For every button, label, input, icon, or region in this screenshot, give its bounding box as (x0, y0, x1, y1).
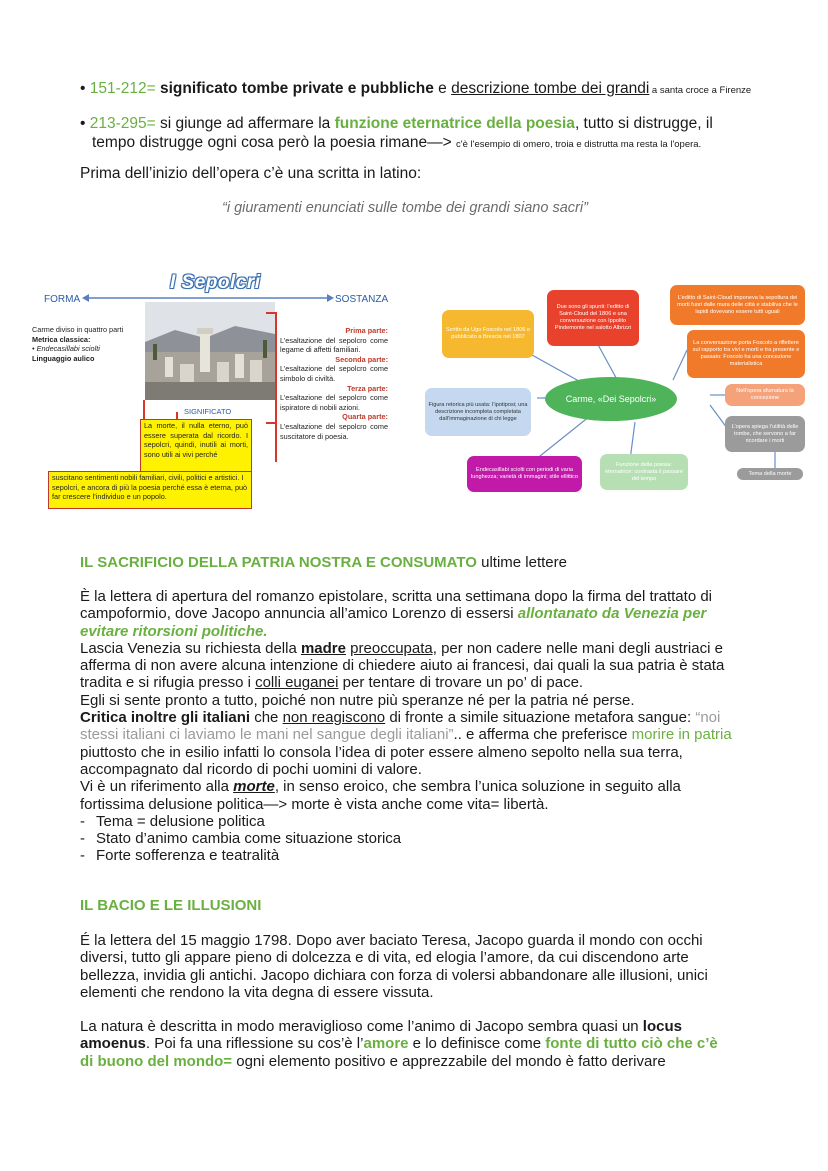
part-title: Prima parte: (345, 326, 388, 335)
line: fortissima delusione politica—> morte è vista anche come vita= libertà. (80, 795, 549, 813)
underlined-bold-text: madre (300, 639, 346, 657)
line-text: Lascia Venezia su richiesta della (80, 639, 301, 657)
line-text: La natura è descritta in modo meraviglioso come l’animo di Jacopo sembra quasi un (80, 1018, 643, 1036)
list-item: Forte sofferenza e teatralità (96, 847, 280, 865)
range-label: 213-295= (89, 115, 156, 132)
heading-suffix: ultime lettere (476, 554, 567, 571)
underlined-bold-italic-text: morte (233, 778, 275, 796)
node-yellow: Scritto da Ugo Foscolo nel 1806 e pubblicato a Brescia nel 1807 (442, 310, 534, 358)
node-blue: Figura retorica più usata: l’ipotiposi; una descrizione incompleta completata dall’immaginazione di chi legge (425, 388, 531, 436)
line-text: , in senso eroico, che sembra l’unica soluzione in seguito alla (274, 778, 681, 796)
line-text: . Poi fa una riflessione su cos’è l’ (145, 1035, 364, 1053)
green-bold-text: funzione eternatrice della poesia (334, 115, 575, 132)
heading-text: IL SACRIFICIO DELLA PATRIA NOSTRA E CONSUMATO (80, 554, 477, 571)
node-grey-2: Tema della morte (737, 468, 803, 480)
green-italic-text: evitare ritorsioni politiche. (80, 622, 268, 640)
detail-line: Metrica classica: (32, 334, 91, 344)
line: piuttosto che in esilio infatti lo consola l’idea di poter essere almeno sepolto nella sua terra, (80, 743, 683, 761)
node-orange-1: L’editto di Saint-Cloud imponeva la sepoltura dei morti fuori dalle mura delle città e stabiliva che le lapidi dovevano essere tutti uguali (670, 285, 805, 325)
part-title: Terza parte: (347, 383, 388, 393)
green-italic-text: allontanato da Venezia per (517, 605, 707, 623)
line: É la lettera del 15 maggio 1798. Dopo aver baciato Teresa, Jacopo guarda il mondo con occhi (80, 932, 703, 949)
cemetery-image (145, 302, 275, 400)
yellow-box-2: suscitano sentimenti nobili familiari, civili, politici e artistici. I sepolcri, e ancora di più la poesia perché essa è eterna, può far crescere l’individuo e un popolo. (48, 471, 252, 509)
yellow-box-1: La morte, il nulla eterno, può essere superata dal ricordo. I sepolcri, quindi, inutili ai morti, sono utili ai vivi perché (140, 419, 252, 473)
bullet-2 (80, 114, 800, 154)
parts-list (280, 326, 388, 441)
section-1-body (80, 588, 800, 865)
line: elementi che rendono la vita degna di essere vissuta. (80, 983, 434, 1001)
node-lightgreen: Funzione della poesia: eternatrice: contrasta il passare del tempo (600, 454, 688, 490)
line: accompagnato dal ricordo di pochi uomini di valore. (80, 760, 422, 778)
green-bold-text: di buono del mondo= (80, 1052, 233, 1070)
node-red: Due sono gli spunti: l’editto di Saint-Cloud del 1806 e una conversazione con Ippolito Pindemonte nel salotto Albrizzi (547, 290, 639, 346)
line-text: .. e afferma che preferisce (453, 726, 632, 744)
text: si giunge ad affermare la (155, 115, 335, 132)
diagram-title: I Sepolcri (170, 272, 261, 293)
grey-quote: stessi italiani ci laviamo le mani nel sangue degli italiani” (80, 726, 454, 744)
line-text: tradita e si rifugia presso i (80, 674, 256, 692)
part-text: L’esaltazione del sepolcro come simbolo di civiltà. (280, 364, 388, 383)
green-bold-text: fonte di tutto ciò che c’è (545, 1035, 718, 1053)
line-text: di fronte a simile situazione metafora sangue: (385, 709, 696, 727)
detail-line: • Endecasillabi sciolti (32, 344, 100, 354)
underlined-text: colli euganei (255, 674, 339, 692)
green-bold-text: amore (363, 1035, 409, 1053)
bullet-dot: • (80, 80, 90, 97)
range-label: 151-212= (89, 80, 156, 97)
detail-line: Carme diviso in quattro parti (32, 325, 124, 334)
line-text: campoformio, dove Jacopo annuncia all’amico Lorenzo di essersi (80, 605, 518, 623)
part-text: L’esaltazione del sepolcro come legame di affetti familiari. (280, 335, 388, 355)
text: e (433, 80, 452, 97)
part-title: Quarta parte: (342, 412, 388, 422)
node-grey-1: L’opera spiega l’utilità delle tombe, che servono a far ricordare i morti (725, 416, 805, 452)
grey-quote: “noi (695, 709, 721, 727)
line: afferma di non avere alcuna intenzione di chiedere aiuto ai francesi, dai quali la sua patria è stata (80, 657, 725, 675)
section-2-body (80, 932, 800, 1070)
part-text: L’esaltazione del sepolcro come ispiratore di nobili azioni. (280, 393, 388, 412)
sostanza-label: SOSTANZA (335, 294, 389, 305)
line-text: per tentare di trovare un po’ di pace. (338, 674, 584, 692)
significato-label: SIGNIFICATO (184, 407, 232, 416)
line-text: e lo definisce come (408, 1035, 546, 1053)
list-item: Tema = delusione politica (96, 812, 265, 830)
node-orange-3: Nell’opera sfumatura la concezione (725, 384, 805, 406)
line: diversi, tutto gli appare pieno di dolcezza e di vita, ed elogia l’amore, da cui discendono arte (80, 949, 689, 967)
latin-intro: Prima dell’inizio dell’opera c’è una scritta in latino: (80, 165, 422, 182)
sepolcri-diagram (30, 272, 400, 522)
node-center: Carme, «Dei Sepolcri» (545, 377, 677, 421)
forma-details (32, 325, 152, 363)
bullet-dot: • (80, 115, 90, 132)
part-text: L’esaltazione del sepolcro come suscitatore di poesia. (280, 421, 388, 441)
forma-label: FORMA (44, 294, 81, 305)
dash-list: - Tema = delusione politica - Stato d’animo cambia come situazione storica - Forte sofferenza e teatralità (80, 812, 402, 865)
green-text: morire in patria (631, 726, 732, 744)
part-title: Seconda parte: (335, 354, 388, 364)
bold-text: Critica inoltre gli italiani (80, 709, 251, 727)
small-note: c'è l'esempio di omero, troia e distrutta ma resta la l'opera. (456, 139, 702, 150)
node-orange-2: La conversazione porta Foscolo a riflettere sul rapporto tra vivi e morti e tra presente e passato: Foscolo ha una concezione materialistica (687, 330, 805, 378)
underlined-text: descrizione tombe dei grandi (451, 80, 650, 97)
text: , tutto si distrugge, il (574, 115, 713, 132)
underlined-text: preoccupata, (350, 639, 437, 657)
line: Egli si sente pronto a tutto, poiché non nutre più speranze né per la patria né perse. (80, 691, 635, 709)
latin-quote: “i giuramenti enunciati sulle tombe dei grandi siano sacri” (222, 200, 588, 216)
text: tempo distrugge ogni cosa però la poesia rimane—> (92, 134, 457, 151)
section-1-heading (80, 554, 780, 572)
bold-text: significato tombe private e pubbliche (159, 80, 434, 97)
node-magenta: Endecasillabi sciolti con periodi di varia lunghezza; varietà di immagini; stile ellittico (467, 456, 582, 492)
bold-text: locus (642, 1018, 682, 1036)
section-2-heading: IL BACIO E LE ILLUSIONI (80, 897, 262, 914)
line: bellezza, invidia gli antichi. Jacopo dichiara con forza di volersi abbandonare alle illusioni, unici (80, 966, 708, 984)
line-text: che (250, 709, 283, 727)
underlined-text: non reagiscono (282, 709, 386, 727)
line-text: Vi è un riferimento alla (80, 778, 234, 796)
list-item: Stato d’animo cambia come situazione storica (96, 830, 402, 848)
line-text: ogni elemento positivo e apprezzabile del mondo è fatto derivare (232, 1052, 666, 1070)
bold-text: amoenus (80, 1035, 146, 1053)
small-note: a santa croce a Firenze (649, 85, 752, 96)
mind-map (425, 280, 810, 495)
detail-line: Linguaggio aulico (32, 353, 95, 363)
line: È la lettera di apertura del romanzo epistolare, scritta una settimana dopo la firma del trattato di (80, 588, 712, 605)
bullet-1 (80, 79, 800, 100)
line-text: per non cadere nelle mani degli austriaci e (436, 639, 723, 657)
